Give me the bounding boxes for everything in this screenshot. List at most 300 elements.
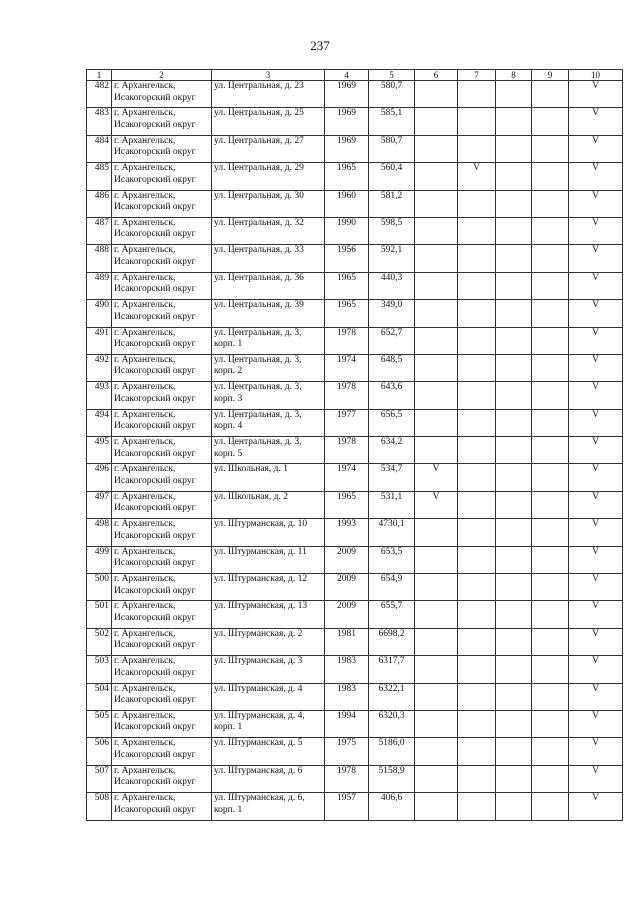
location-cell-line-1: г. Архангельск, [114, 382, 176, 393]
column-6-mark: V [415, 464, 458, 491]
year-cell: 1975 [325, 738, 369, 765]
column-7-mark [458, 710, 496, 737]
year-cell: 1969 [325, 135, 369, 162]
address-cell-line-2: корп. 3 [214, 393, 243, 404]
location-cell-line-1: г. Архангельск, [114, 272, 176, 283]
column-10-mark: V [569, 272, 623, 299]
address-cell [212, 327, 325, 354]
column-9-mark [532, 464, 569, 491]
location-cell-line-2: Исакогорский округ [114, 421, 196, 432]
column-9-mark [532, 354, 569, 381]
year-cell: 1965 [325, 272, 369, 299]
address-cell-line-1: ул. Центральная, д. 3, [214, 382, 302, 393]
area-cell: 655,7 [369, 601, 415, 628]
location-cell [112, 81, 212, 108]
location-cell-line-2: Исакогорский округ [114, 585, 196, 596]
area-cell: 440,3 [369, 272, 415, 299]
column-8-mark [496, 327, 532, 354]
column-7-mark [458, 135, 496, 162]
column-8-mark [496, 574, 532, 601]
location-cell-line-2: Исакогорский округ [114, 147, 196, 158]
location-cell-line-2: Исакогорский округ [114, 475, 196, 486]
table-row [87, 628, 623, 655]
column-8-mark [496, 628, 532, 655]
year-cell: 1974 [325, 464, 369, 491]
column-8-mark [496, 217, 532, 244]
column-9-mark [532, 245, 569, 272]
column-7-mark [458, 519, 496, 546]
address-cell-line-1: ул. Штурманская, д. 3 [214, 656, 303, 667]
column-7-mark [458, 491, 496, 518]
location-cell-line-2: Исакогорский округ [114, 92, 196, 103]
address-cell-line-1: ул. Штурманская, д. 12 [214, 574, 308, 585]
table-row [87, 683, 623, 710]
location-cell [112, 300, 212, 327]
area-cell: 580,7 [369, 135, 415, 162]
column-8-mark [496, 245, 532, 272]
column-6-mark [415, 710, 458, 737]
address-cell-line-1: ул. Центральная, д. 33 [214, 245, 304, 256]
table-row [87, 491, 623, 518]
location-cell-line-1: г. Архангельск, [114, 327, 176, 338]
table-header-row [87, 70, 623, 81]
address-cell-line-1: ул. Штурманская, д. 5 [214, 738, 303, 749]
column-10-mark: V [569, 300, 623, 327]
column-7-mark [458, 628, 496, 655]
location-cell-line-1: г. Архангельск, [114, 683, 176, 694]
column-9-mark [532, 163, 569, 190]
column-6-mark [415, 683, 458, 710]
address-cell-line-2: корп. 1 [214, 804, 243, 815]
table-body [87, 81, 623, 821]
area-cell: 560,4 [369, 163, 415, 190]
column-8-mark [496, 765, 532, 792]
column-9-mark [532, 300, 569, 327]
column-10-mark: V [569, 574, 623, 601]
table-row [87, 382, 623, 409]
location-cell-line-1: г. Архангельск, [114, 135, 176, 146]
column-10-mark: V [569, 437, 623, 464]
table-row [87, 601, 623, 628]
column-header-10: 10 [569, 70, 623, 81]
column-8-mark [496, 601, 532, 628]
column-6-mark [415, 601, 458, 628]
row-number: 492 [87, 354, 112, 381]
row-number: 489 [87, 272, 112, 299]
year-cell: 1978 [325, 382, 369, 409]
column-6-mark [415, 437, 458, 464]
column-10-mark: V [569, 710, 623, 737]
address-cell-line-1: ул. Центральная, д. 25 [214, 108, 304, 119]
column-9-mark [532, 765, 569, 792]
table-row [87, 656, 623, 683]
address-cell [212, 765, 325, 792]
column-7-mark [458, 601, 496, 628]
row-number: 498 [87, 519, 112, 546]
column-9-mark [532, 628, 569, 655]
location-cell-line-1: г. Архангельск, [114, 108, 176, 119]
address-cell [212, 656, 325, 683]
table-row [87, 793, 623, 820]
location-cell-line-2: Исакогорский округ [114, 311, 196, 322]
location-cell [112, 710, 212, 737]
column-9-mark [532, 656, 569, 683]
column-9-mark [532, 108, 569, 135]
address-cell [212, 382, 325, 409]
address-cell-line-1: ул. Центральная, д. 3, [214, 354, 302, 365]
address-cell [212, 601, 325, 628]
address-cell [212, 190, 325, 217]
area-cell: 406,6 [369, 793, 415, 820]
column-8-mark [496, 738, 532, 765]
row-number: 502 [87, 628, 112, 655]
column-9-mark [532, 519, 569, 546]
column-7-mark [458, 546, 496, 573]
area-cell: 585,1 [369, 108, 415, 135]
address-cell [212, 163, 325, 190]
column-7-mark [458, 765, 496, 792]
address-cell [212, 464, 325, 491]
location-cell [112, 628, 212, 655]
location-cell-line-2: Исакогорский округ [114, 640, 196, 651]
year-cell: 1956 [325, 245, 369, 272]
location-cell [112, 683, 212, 710]
column-10-mark: V [569, 217, 623, 244]
row-number: 505 [87, 710, 112, 737]
location-cell-line-2: Исакогорский округ [114, 503, 196, 514]
column-10-mark: V [569, 81, 623, 108]
column-6-mark [415, 135, 458, 162]
column-9-mark [532, 574, 569, 601]
location-cell-line-2: Исакогорский округ [114, 695, 196, 706]
area-cell: 6322,1 [369, 683, 415, 710]
location-cell [112, 382, 212, 409]
table-row [87, 409, 623, 436]
location-cell-line-1: г. Архангельск, [114, 245, 176, 256]
location-cell-line-1: г. Архангельск, [114, 574, 176, 585]
row-number: 487 [87, 217, 112, 244]
column-9-mark [532, 738, 569, 765]
column-6-mark [415, 245, 458, 272]
address-cell [212, 81, 325, 108]
column-7-mark [458, 793, 496, 820]
column-9-mark [532, 217, 569, 244]
table-row [87, 81, 623, 108]
address-cell [212, 272, 325, 299]
location-cell-line-1: г. Архангельск, [114, 354, 176, 365]
location-cell-line-1: г. Архангельск, [114, 190, 176, 201]
row-number: 488 [87, 245, 112, 272]
column-10-mark: V [569, 491, 623, 518]
column-7-mark [458, 382, 496, 409]
column-header-6: 6 [415, 70, 458, 81]
address-cell-line-1: ул. Центральная, д. 36 [214, 272, 304, 283]
address-cell [212, 628, 325, 655]
location-cell [112, 409, 212, 436]
table-row [87, 300, 623, 327]
column-10-mark: V [569, 738, 623, 765]
column-7-mark: V [458, 163, 496, 190]
address-cell-line-2: корп. 4 [214, 421, 243, 432]
location-cell [112, 437, 212, 464]
address-cell-line-1: ул. Центральная, д. 29 [214, 163, 304, 174]
area-cell: 349,0 [369, 300, 415, 327]
table-row [87, 354, 623, 381]
row-number: 507 [87, 765, 112, 792]
table-row [87, 738, 623, 765]
column-7-mark [458, 327, 496, 354]
address-cell-line-1: ул. Центральная, д. 27 [214, 135, 304, 146]
location-cell [112, 546, 212, 573]
address-cell-line-2: корп. 5 [214, 448, 243, 459]
address-cell-line-1: ул. Штурманская, д. 11 [214, 546, 307, 557]
address-cell-line-1: ул. Центральная, д. 23 [214, 81, 304, 91]
location-cell [112, 272, 212, 299]
column-10-mark: V [569, 382, 623, 409]
column-10-mark: V [569, 765, 623, 792]
column-9-mark [532, 710, 569, 737]
year-cell: 1993 [325, 519, 369, 546]
column-9-mark [532, 601, 569, 628]
location-cell-line-2: Исакогорский округ [114, 558, 196, 569]
row-number: 506 [87, 738, 112, 765]
location-cell-line-1: г. Архангельск, [114, 710, 176, 721]
column-7-mark [458, 354, 496, 381]
column-6-mark [415, 108, 458, 135]
location-cell [112, 765, 212, 792]
row-number: 501 [87, 601, 112, 628]
year-cell: 1957 [325, 793, 369, 820]
address-cell [212, 546, 325, 573]
area-cell: 592,1 [369, 245, 415, 272]
column-8-mark [496, 190, 532, 217]
area-cell: 4730,1 [369, 519, 415, 546]
column-7-mark [458, 217, 496, 244]
column-10-mark: V [569, 519, 623, 546]
column-9-mark [532, 382, 569, 409]
row-number: 484 [87, 135, 112, 162]
location-cell-line-1: г. Архангельск, [114, 765, 176, 776]
location-cell-line-2: Исакогорский округ [114, 667, 196, 678]
table-row [87, 245, 623, 272]
address-cell-line-1: ул. Школьная, д. 1 [214, 464, 288, 475]
column-8-mark [496, 382, 532, 409]
location-cell [112, 491, 212, 518]
column-6-mark [415, 765, 458, 792]
column-7-mark [458, 300, 496, 327]
location-cell [112, 519, 212, 546]
location-cell-line-2: Исакогорский округ [114, 229, 196, 240]
column-8-mark [496, 519, 532, 546]
row-number: 500 [87, 574, 112, 601]
location-cell-line-2: Исакогорский округ [114, 284, 196, 295]
table-row [87, 163, 623, 190]
row-number: 497 [87, 491, 112, 518]
location-cell-line-2: Исакогорский округ [114, 530, 196, 541]
area-cell: 648,5 [369, 354, 415, 381]
column-header-4: 4 [325, 70, 369, 81]
address-cell-line-1: ул. Штурманская, д. 4 [214, 683, 303, 694]
row-number: 485 [87, 163, 112, 190]
location-cell [112, 217, 212, 244]
location-cell-line-2: Исакогорский округ [114, 722, 196, 733]
area-cell: 580,7 [369, 81, 415, 108]
row-number: 490 [87, 300, 112, 327]
column-7-mark [458, 108, 496, 135]
address-cell [212, 710, 325, 737]
location-cell-line-2: Исакогорский округ [114, 256, 196, 267]
housing-registry-table [86, 69, 623, 821]
area-cell: 6320,3 [369, 710, 415, 737]
column-9-mark [532, 437, 569, 464]
column-6-mark [415, 546, 458, 573]
column-8-mark [496, 81, 532, 108]
location-cell-line-2: Исакогорский округ [114, 749, 196, 760]
location-cell-line-1: г. Архангельск, [114, 163, 176, 174]
location-cell [112, 135, 212, 162]
column-9-mark [532, 793, 569, 820]
row-number: 499 [87, 546, 112, 573]
column-7-mark [458, 683, 496, 710]
address-cell-line-2: корп. 1 [214, 722, 243, 733]
area-cell: 531,1 [369, 491, 415, 518]
column-7-mark [458, 574, 496, 601]
column-9-mark [532, 135, 569, 162]
table-row [87, 327, 623, 354]
column-8-mark [496, 272, 532, 299]
location-cell-line-1: г. Архангельск, [114, 738, 176, 749]
column-9-mark [532, 409, 569, 436]
column-8-mark [496, 163, 532, 190]
location-cell-line-2: Исакогорский округ [114, 393, 196, 404]
address-cell [212, 491, 325, 518]
column-9-mark [532, 491, 569, 518]
location-cell-line-2: Исакогорский округ [114, 339, 196, 350]
column-8-mark [496, 437, 532, 464]
address-cell [212, 683, 325, 710]
column-9-mark [532, 327, 569, 354]
column-7-mark [458, 738, 496, 765]
column-10-mark: V [569, 464, 623, 491]
address-cell-line-1: ул. Штурманская, д. 13 [214, 601, 308, 612]
location-cell [112, 354, 212, 381]
column-8-mark [496, 491, 532, 518]
column-7-mark [458, 81, 496, 108]
column-6-mark [415, 382, 458, 409]
location-cell [112, 163, 212, 190]
location-cell [112, 327, 212, 354]
column-10-mark: V [569, 163, 623, 190]
address-cell-line-1: ул. Центральная, д. 32 [214, 217, 304, 228]
column-header-9: 9 [532, 70, 569, 81]
column-8-mark [496, 354, 532, 381]
address-cell [212, 245, 325, 272]
location-cell-line-2: Исакогорский округ [114, 804, 196, 815]
column-8-mark [496, 108, 532, 135]
location-cell-line-1: г. Архангельск, [114, 491, 176, 502]
table-row [87, 546, 623, 573]
column-8-mark [496, 683, 532, 710]
location-cell-line-1: г. Архангельск, [114, 437, 176, 448]
location-cell-line-1: г. Архангельск, [114, 546, 176, 557]
location-cell [112, 245, 212, 272]
address-cell-line-1: ул. Центральная, д. 30 [214, 190, 304, 201]
column-10-mark: V [569, 683, 623, 710]
area-cell: 598,5 [369, 217, 415, 244]
column-9-mark [532, 546, 569, 573]
year-cell: 2009 [325, 601, 369, 628]
area-cell: 656,5 [369, 409, 415, 436]
area-cell: 643,6 [369, 382, 415, 409]
area-cell: 581,2 [369, 190, 415, 217]
column-header-7: 7 [458, 70, 496, 81]
table-row [87, 108, 623, 135]
column-8-mark [496, 464, 532, 491]
row-number: 496 [87, 464, 112, 491]
address-cell [212, 519, 325, 546]
location-cell-line-1: г. Архангельск, [114, 217, 176, 228]
address-cell-line-2: корп. 2 [214, 366, 243, 377]
column-7-mark [458, 409, 496, 436]
year-cell: 1969 [325, 81, 369, 108]
year-cell: 1978 [325, 437, 369, 464]
table-row [87, 710, 623, 737]
address-cell [212, 574, 325, 601]
row-number: 486 [87, 190, 112, 217]
area-cell: 534,7 [369, 464, 415, 491]
location-cell-line-2: Исакогорский округ [114, 777, 196, 788]
row-number: 493 [87, 382, 112, 409]
location-cell [112, 601, 212, 628]
column-6-mark [415, 300, 458, 327]
area-cell: 654,9 [369, 574, 415, 601]
area-cell: 6698,2 [369, 628, 415, 655]
column-6-mark [415, 519, 458, 546]
column-6-mark [415, 190, 458, 217]
column-10-mark: V [569, 601, 623, 628]
address-cell-line-1: ул. Центральная, д. 3, [214, 409, 302, 420]
area-cell: 5158,9 [369, 765, 415, 792]
column-9-mark [532, 81, 569, 108]
column-6-mark [415, 81, 458, 108]
column-6-mark [415, 409, 458, 436]
column-8-mark [496, 793, 532, 820]
row-number: 483 [87, 108, 112, 135]
location-cell-line-1: г. Архангельск, [114, 300, 176, 311]
column-6-mark [415, 793, 458, 820]
location-cell-line-1: г. Архангельск, [114, 464, 176, 475]
location-cell [112, 574, 212, 601]
year-cell: 2009 [325, 546, 369, 573]
location-cell-line-1: г. Архангельск, [114, 656, 176, 667]
address-cell-line-1: ул. Штурманская, д. 6, [214, 793, 305, 804]
column-8-mark [496, 300, 532, 327]
location-cell-line-2: Исакогорский округ [114, 612, 196, 623]
location-cell-line-1: г. Архангельск, [114, 793, 176, 804]
year-cell: 1960 [325, 190, 369, 217]
column-7-mark [458, 437, 496, 464]
row-number: 508 [87, 793, 112, 820]
location-cell [112, 108, 212, 135]
address-cell [212, 108, 325, 135]
location-cell-line-1: г. Архангельск, [114, 519, 176, 530]
column-7-mark [458, 656, 496, 683]
column-9-mark [532, 272, 569, 299]
column-header-1: 1 [87, 70, 112, 81]
column-7-mark [458, 272, 496, 299]
area-cell: 653,5 [369, 546, 415, 573]
address-cell-line-1: ул. Штурманская, д. 10 [214, 519, 308, 530]
